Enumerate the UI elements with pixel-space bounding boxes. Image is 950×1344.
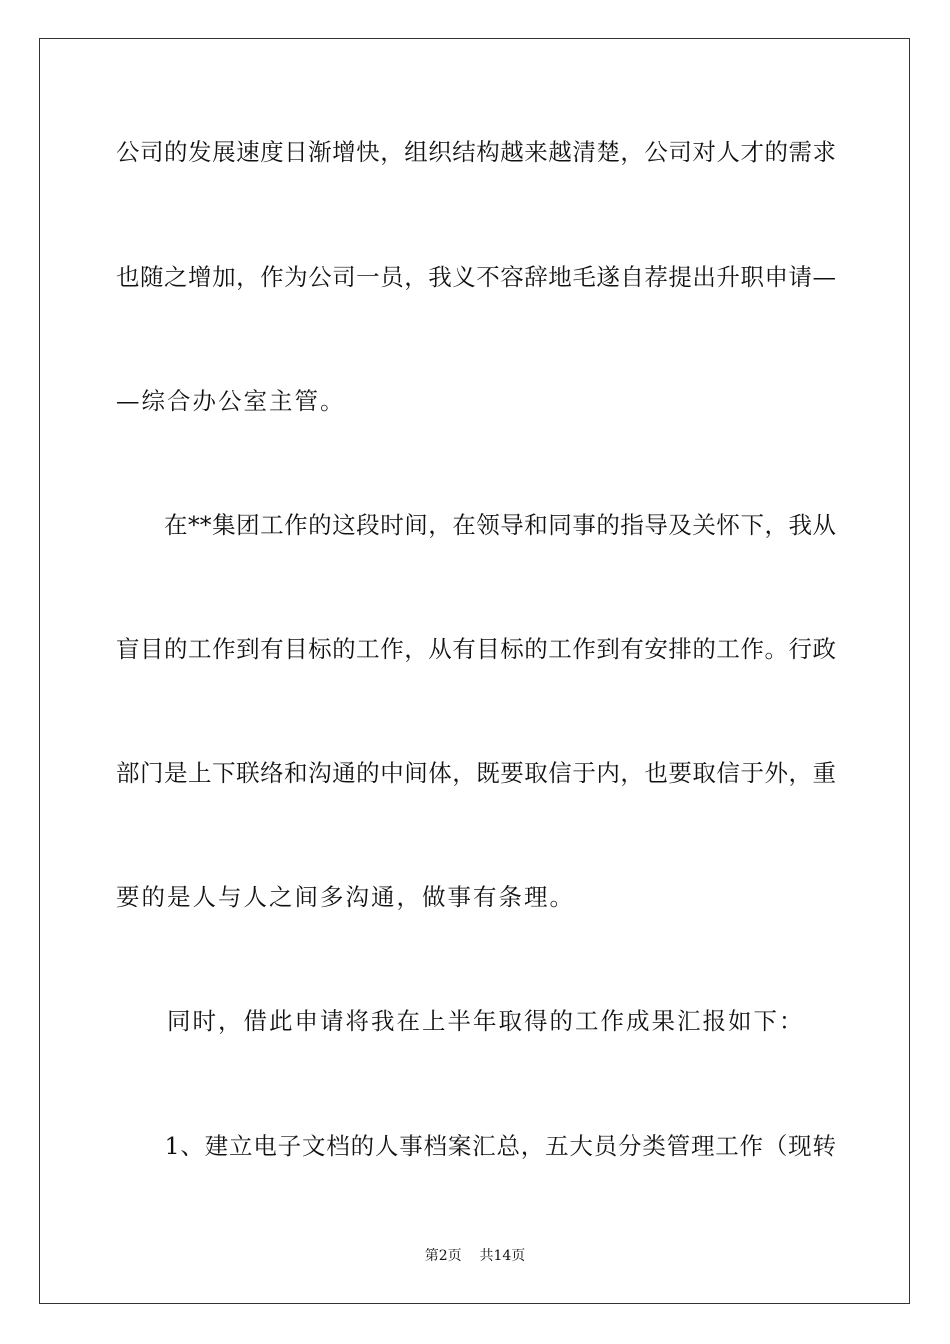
text-line: 也随之增加，作为公司一员，我义不容辞地毛遂自荐提出升职申请— <box>116 263 836 291</box>
text-line: —综合办公室主管。 <box>116 387 346 415</box>
text-line: 盲目的工作到有目标的工作，从有目标的工作到有安排的工作。行政 <box>116 635 836 663</box>
page-footer <box>0 1247 950 1265</box>
text-line: 部门是上下联络和沟通的中间体，既要取信于内，也要取信于外，重 <box>116 759 836 787</box>
text-line: 要的是人与人之间多沟通，做事有条理。 <box>116 883 575 911</box>
text-line: 同时，借此申请将我在上半年取得的工作成果汇报如下： <box>116 1007 805 1035</box>
text-line: 在**集团工作的这段时间，在领导和同事的指导及关怀下，我从 <box>116 511 836 539</box>
text-line: 公司的发展速度日渐增快，组织结构越来越清楚，公司对人才的需求 <box>116 138 836 166</box>
page-border <box>39 38 910 1304</box>
text-line: 1、建立电子文档的人事档案汇总，五大员分类管理工作（现转 <box>116 1132 836 1160</box>
page-number: 第2页 <box>424 1248 462 1264</box>
page-total: 共14页 <box>479 1248 526 1264</box>
